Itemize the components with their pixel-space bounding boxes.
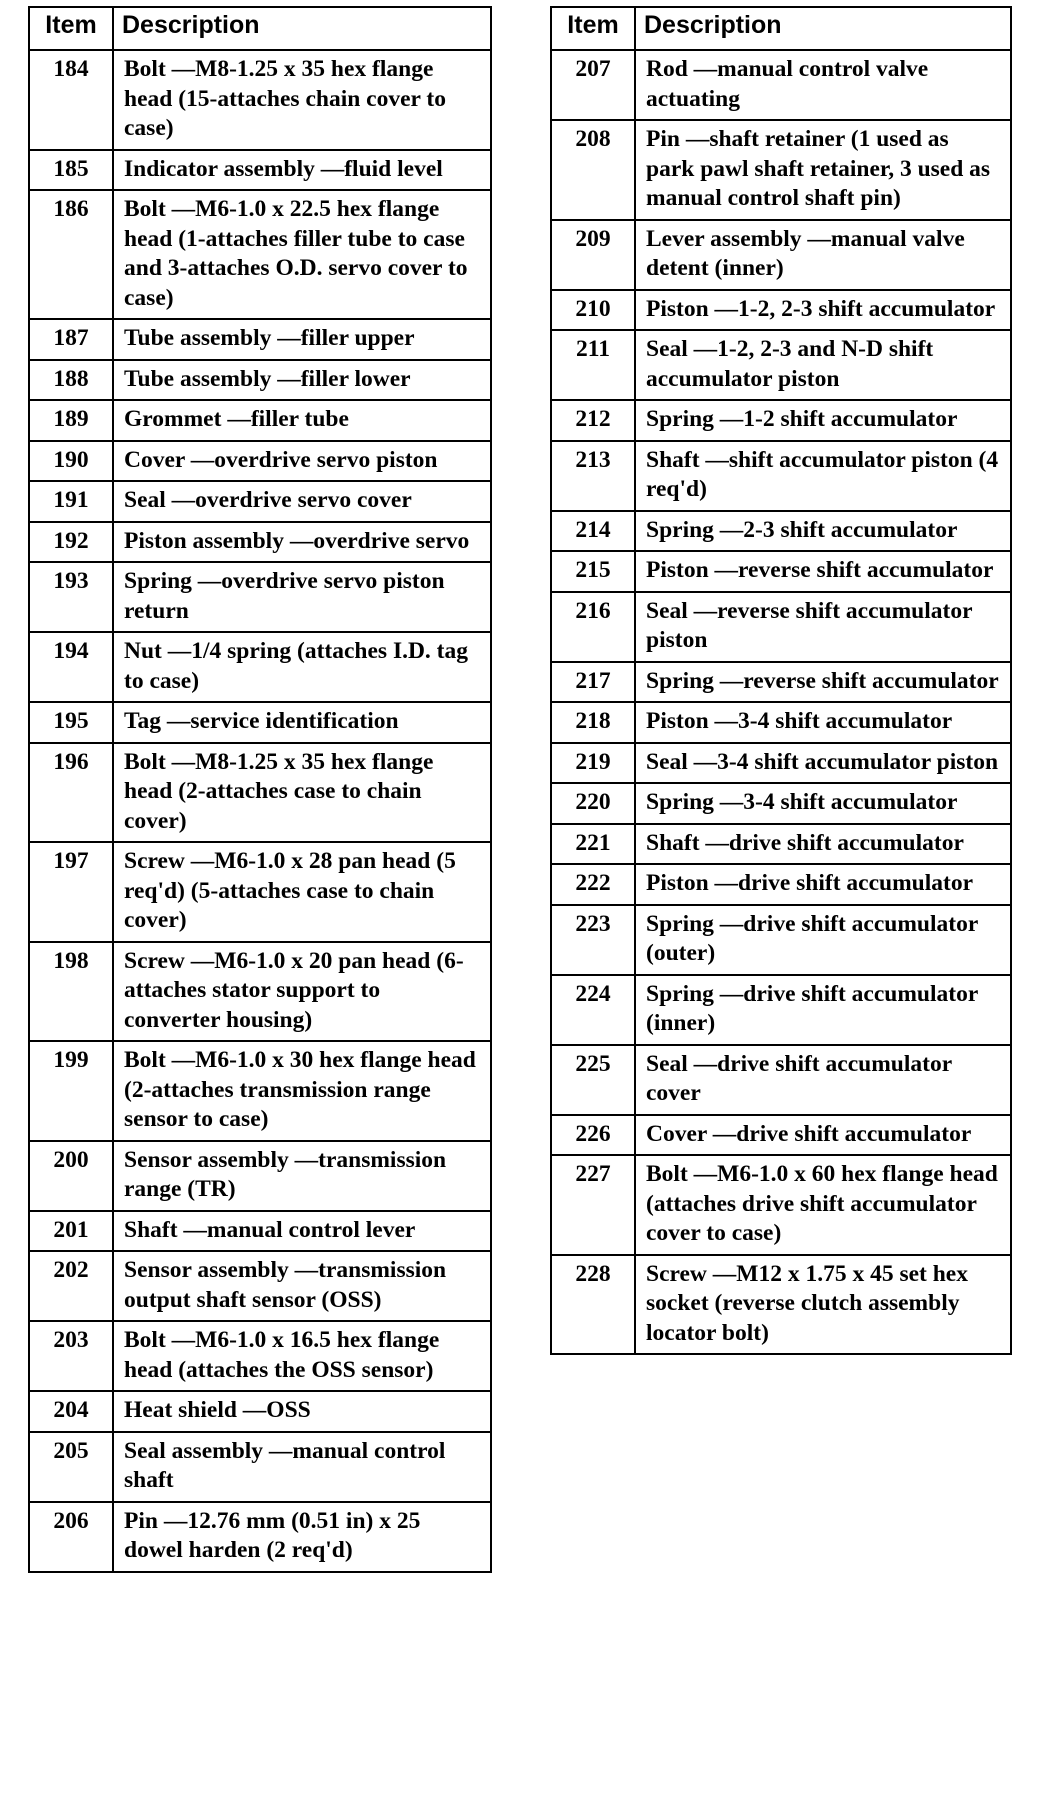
item-number: 220 [551, 783, 635, 824]
table-row [551, 864, 1011, 905]
item-description: Shaft —manual control lever [113, 1211, 491, 1252]
item-number: 190 [29, 441, 113, 482]
item-number: 195 [29, 702, 113, 743]
parts-table-right [550, 6, 1012, 1355]
item-number: 214 [551, 511, 635, 552]
table-row [29, 400, 491, 441]
item-description: Spring —drive shift accumulator (outer) [635, 905, 1011, 975]
table-row [551, 1115, 1011, 1156]
item-number: 193 [29, 562, 113, 632]
item-description: Seal assembly —manual control shaft [113, 1432, 491, 1502]
item-number: 223 [551, 905, 635, 975]
item-number: 225 [551, 1045, 635, 1115]
table-row [551, 330, 1011, 400]
item-description: Spring —drive shift accumulator (inner) [635, 975, 1011, 1045]
table-row [29, 942, 491, 1042]
item-number: 228 [551, 1255, 635, 1355]
table-row [29, 1391, 491, 1432]
table-row [551, 120, 1011, 220]
item-description: Spring —reverse shift accumulator [635, 662, 1011, 703]
table-row [551, 592, 1011, 662]
table-row [29, 1251, 491, 1321]
item-number: 189 [29, 400, 113, 441]
item-description: Lever assembly —manual valve detent (inner) [635, 220, 1011, 290]
item-description: Shaft —drive shift accumulator [635, 824, 1011, 865]
item-number: 208 [551, 120, 635, 220]
item-number: 205 [29, 1432, 113, 1502]
item-description: Pin —12.76 mm (0.51 in) x 25 dowel harden (2 req'd) [113, 1502, 491, 1572]
item-description: Cover —drive shift accumulator [635, 1115, 1011, 1156]
item-description: Tube assembly —filler lower [113, 360, 491, 401]
table-row [551, 824, 1011, 865]
item-description: Spring —overdrive servo piston return [113, 562, 491, 632]
table-row [29, 360, 491, 401]
item-number: 222 [551, 864, 635, 905]
table-row [29, 50, 491, 150]
item-number: 218 [551, 702, 635, 743]
item-description: Indicator assembly —fluid level [113, 150, 491, 191]
item-description: Rod —manual control valve actuating [635, 50, 1011, 120]
item-number: 197 [29, 842, 113, 942]
item-description: Sensor assembly —transmission output shaft sensor (OSS) [113, 1251, 491, 1321]
table-row [29, 1502, 491, 1572]
item-description: Screw —M6-1.0 x 20 pan head (6-attaches stator support to converter housing) [113, 942, 491, 1042]
item-number: 201 [29, 1211, 113, 1252]
item-description: Bolt —M8-1.25 x 35 hex flange head (15-attaches chain cover to case) [113, 50, 491, 150]
table-row [29, 743, 491, 843]
table-row [29, 1141, 491, 1211]
table-row [551, 511, 1011, 552]
table-row [551, 551, 1011, 592]
table-row [29, 702, 491, 743]
item-description: Sensor assembly —transmission range (TR) [113, 1141, 491, 1211]
item-number: 226 [551, 1115, 635, 1156]
item-description: Grommet —filler tube [113, 400, 491, 441]
table-row [551, 975, 1011, 1045]
table-row [551, 1155, 1011, 1255]
table-row [551, 905, 1011, 975]
item-number: 202 [29, 1251, 113, 1321]
table-row [29, 562, 491, 632]
right-table-body [551, 50, 1011, 1354]
header-row [29, 7, 491, 50]
item-number: 186 [29, 190, 113, 319]
table-row [551, 743, 1011, 784]
table-row [29, 1321, 491, 1391]
item-description: Piston —1-2, 2-3 shift accumulator [635, 290, 1011, 331]
item-description: Bolt —M6-1.0 x 60 hex flange head (attaches drive shift accumulator cover to case) [635, 1155, 1011, 1255]
item-number: 203 [29, 1321, 113, 1391]
table-row [29, 1041, 491, 1141]
item-description: Pin —shaft retainer (1 used as park pawl shaft retainer, 3 used as manual control shaft pin) [635, 120, 1011, 220]
item-description: Seal —3-4 shift accumulator piston [635, 743, 1011, 784]
item-description: Nut —1/4 spring (attaches I.D. tag to case) [113, 632, 491, 702]
item-number: 185 [29, 150, 113, 191]
item-column-header: Item [29, 7, 113, 50]
item-description: Bolt —M6-1.0 x 30 hex flange head (2-attaches transmission range sensor to case) [113, 1041, 491, 1141]
table-row [551, 1255, 1011, 1355]
item-description: Screw —M6-1.0 x 28 pan head (5 req'd) (5-attaches case to chain cover) [113, 842, 491, 942]
item-description: Seal —1-2, 2-3 and N-D shift accumulator piston [635, 330, 1011, 400]
description-column-header: Description [635, 7, 1011, 50]
item-number: 224 [551, 975, 635, 1045]
table-row [29, 632, 491, 702]
item-number: 188 [29, 360, 113, 401]
table-row [29, 842, 491, 942]
table-row [29, 150, 491, 191]
item-description: Shaft —shift accumulator piston (4 req'd) [635, 441, 1011, 511]
table-row [551, 662, 1011, 703]
item-description: Spring —3-4 shift accumulator [635, 783, 1011, 824]
item-number: 219 [551, 743, 635, 784]
table-row [551, 400, 1011, 441]
item-number: 221 [551, 824, 635, 865]
item-description: Heat shield —OSS [113, 1391, 491, 1432]
item-number: 209 [551, 220, 635, 290]
header-row [551, 7, 1011, 50]
item-number: 204 [29, 1391, 113, 1432]
item-number: 194 [29, 632, 113, 702]
item-description: Seal —overdrive servo cover [113, 481, 491, 522]
item-number: 200 [29, 1141, 113, 1211]
table-row [551, 220, 1011, 290]
item-number: 196 [29, 743, 113, 843]
table-row [29, 1211, 491, 1252]
item-description: Bolt —M8-1.25 x 35 hex flange head (2-attaches case to chain cover) [113, 743, 491, 843]
item-number: 192 [29, 522, 113, 563]
item-description: Bolt —M6-1.0 x 22.5 hex flange head (1-attaches filler tube to case and 3-attaches O.D. servo cover to case) [113, 190, 491, 319]
left-table-body [29, 50, 491, 1572]
item-number: 211 [551, 330, 635, 400]
description-column-header: Description [113, 7, 491, 50]
item-description: Spring —1-2 shift accumulator [635, 400, 1011, 441]
table-row [551, 1045, 1011, 1115]
item-description: Piston —3-4 shift accumulator [635, 702, 1011, 743]
item-description: Piston —drive shift accumulator [635, 864, 1011, 905]
item-description: Bolt —M6-1.0 x 16.5 hex flange head (attaches the OSS sensor) [113, 1321, 491, 1391]
item-number: 206 [29, 1502, 113, 1572]
table-row [29, 1432, 491, 1502]
item-number: 227 [551, 1155, 635, 1255]
item-description: Tube assembly —filler upper [113, 319, 491, 360]
item-description: Tag —service identification [113, 702, 491, 743]
item-number: 216 [551, 592, 635, 662]
item-number: 213 [551, 441, 635, 511]
item-number: 184 [29, 50, 113, 150]
table-row [551, 290, 1011, 331]
item-number: 217 [551, 662, 635, 703]
item-number: 207 [551, 50, 635, 120]
table-row [551, 783, 1011, 824]
item-description: Piston assembly —overdrive servo [113, 522, 491, 563]
table-row [29, 481, 491, 522]
item-description: Seal —drive shift accumulator cover [635, 1045, 1011, 1115]
item-description: Seal —reverse shift accumulator piston [635, 592, 1011, 662]
item-number: 210 [551, 290, 635, 331]
item-number: 215 [551, 551, 635, 592]
item-description: Spring —2-3 shift accumulator [635, 511, 1011, 552]
table-row [29, 319, 491, 360]
table-row [29, 522, 491, 563]
table-row [29, 190, 491, 319]
item-number: 187 [29, 319, 113, 360]
item-description: Screw —M12 x 1.75 x 45 set hex socket (reverse clutch assembly locator bolt) [635, 1255, 1011, 1355]
item-column-header: Item [551, 7, 635, 50]
parts-table-left [28, 6, 492, 1573]
table-row [29, 441, 491, 482]
item-description: Piston —reverse shift accumulator [635, 551, 1011, 592]
item-description: Cover —overdrive servo piston [113, 441, 491, 482]
item-number: 191 [29, 481, 113, 522]
item-number: 198 [29, 942, 113, 1042]
table-row [551, 702, 1011, 743]
table-row [551, 441, 1011, 511]
table-row [551, 50, 1011, 120]
item-number: 212 [551, 400, 635, 441]
item-number: 199 [29, 1041, 113, 1141]
